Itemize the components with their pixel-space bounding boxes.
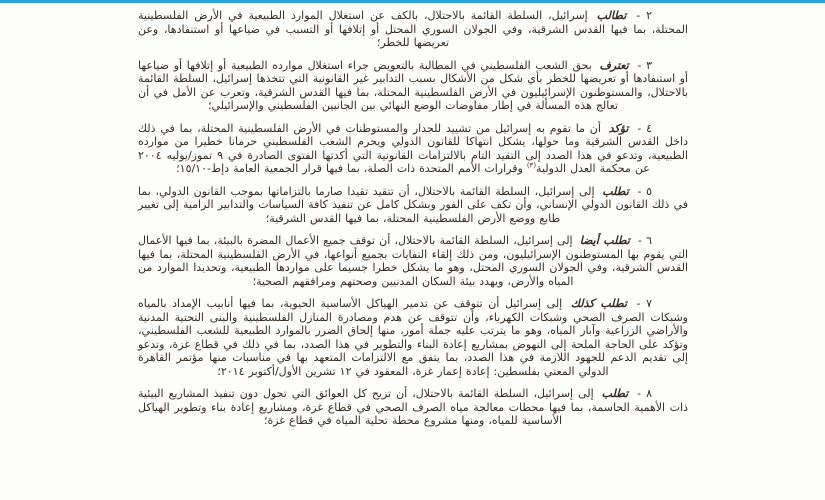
paragraph-text: إسرائيل، السلطة القائمة بالاحتلال، بالكف عن استغلال الموارد الطبيعية في الأرض الفلسطينية المحتلة، بما فيها القدس الشرقية، وفي الجولان السوري المحتل أو إتلافها أو التسبب في ضياعها أو استنفادها، وعن تعريضها للخطر؛ <box>138 9 688 49</box>
paragraph-keyword: تعترف <box>599 58 629 72</box>
paragraph-number: ٦ - <box>637 234 653 247</box>
paragraph-number: ٤ - <box>637 121 653 135</box>
resolution-paragraph-8 <box>138 387 688 428</box>
paragraph-keyword: تطالب <box>596 9 627 22</box>
paragraph-text: إلى إسرائيل أن تتوقف عن تدمير الهياكل الأساسية الحيوية، بما فيها أنابيب الإمداد بالمياه وشبكات الصرف الصحي وشبكات الكهرباء، وأن تتوقف عن هدم ومصادرة المنازل الفلسطينية والبنى التحتية المدنية والأراضي الزراعية وآبار المياه، وهو ما يترتب عليه جملة أمور، منها إلحاق الضرر بالموارد الطبيعية للشعب الفلسطيني، وتؤكد على الحاجة الملحة إلى النهوض بمشاريع إعادة البناء والتطوير في هذا الصدد، بما في ذلك في قطاع غزة، وتدعو إلى تقديم الدعم للجهود اللازمة في هذا الصدد، بما يتفق مع الالتزامات المتعهد بها في مناسبات منها مؤتمر القاهرة الدولي المعني بفلسطين: إعادة إعمار غزة، المعقود في ١٢ تشرين الأول/أكتوبر ٢٠١٤؛ <box>138 297 688 378</box>
paragraph-number: ٨ - <box>637 387 653 400</box>
resolution-paragraph-6 <box>138 234 688 288</box>
paragraph-text: بحق الشعب الفلسطيني في المطالبة بالتعويض جراء استغلال موارده الطبيعية أو إتلافها أو ضياعها أو استنفادها أو تعريضها للخطر بأي شكل من الأشكال بسبب التدابير غير القانونية التي تتخذها إسرائيل، السلطة القائمة بالاحتلال، والمستوطنون الإسرائيليون في الأرض الفلسطينية المحتلة، بما فيها القدس الشرقية، وتعرب عن الأمل في أن تعالج هذه المسألة في إطار مفاوضات الوضع النهائي بين الجانبين الفلسطيني والإسرائيلي؛ <box>138 58 688 112</box>
document-page <box>0 3 825 500</box>
paragraph-number: ٣ - <box>637 58 652 72</box>
paragraph-keyword: تطلب كذلك <box>570 297 627 310</box>
resolution-paragraph-7 <box>138 297 688 378</box>
paragraph-text: إلى إسرائيل، السلطة القائمة بالاحتلال، أن تزيح كل العوائق التي تحول دون تنفيذ المشاريع البيئية ذات الأهمية الحاسمة، بما فيها محطات معالجة مياه الصرف الصحي في قطاع غزة، ومشاريع إعادة بناء وتطوير الهياكل الأساسية للمياه، ومنها مشروع محطة تحلية المياه في قطاع غزة؛ <box>138 387 688 427</box>
paragraph-text-continued: وقرارات الأمم المتحدة ذات الصلة، بما فيها قرار الجمعية العامة دإط-١٥/١٠؛ <box>176 162 523 175</box>
paragraph-keyword: تطلب أيضا <box>579 234 630 247</box>
paragraph-number: ٧ - <box>636 297 652 310</box>
footnote-reference: (٣) <box>526 161 537 170</box>
paragraph-text: إلى إسرائيل، السلطة القائمة بالاحتلال، أن تتقيد تقيدا صارما بالتزاماتها بموجب القانون الدولي، بما في ذلك القانون الدولي الإنساني، وأن تكف على الفور وبشكل كامل عن تنفيذ كافة السياسات والتدابير الرامية إلى تغيير طابع ووضع الأرض الفلسطينية المحتلة، بما فيها القدس الشرقية؛ <box>138 184 688 225</box>
resolution-paragraph-4 <box>138 122 688 176</box>
paragraph-keyword: تطلب <box>601 387 629 400</box>
paragraph-keyword: تؤكد <box>608 121 629 135</box>
paragraph-text: إلى إسرائيل، السلطة القائمة بالاحتلال، أن توقف جميع الأعمال المضرة بالبيئة، بما فيها الأعمال التي يقوم بها المستوطنون الإسرائيليون، ومن ذلك إلقاء النفايات بجميع أنواعها، في الأرض الفلسطينية المحتلة، بما فيها القدس الشرقية، وفي الجولان السوري المحتل، وهو ما يشكل خطرا جسيما على مواردها الطبيعية، وتحديدا الموارد من المياه والأرض، ويهدد بيئة السكان المدنيين وصحتهم ومرافقهم الصحية؛ <box>138 234 688 288</box>
resolution-text-column <box>138 9 688 437</box>
paragraph-text: أن ما تقوم به إسرائيل من تشييد للجدار والمستوطنات في الأرض الفلسطينية المحتلة، بما في ذلك داخل القدس الشرقية وما حولها، يشكل انتهاكا للقانون الدولي ويحرم الشعب الفلسطيني حرمانا خطيرا من موارده الطبيعية، وتدعو في هذا الصدد إلى التقيد التام بالالتزامات القانونية التي أكدتها الفتوى الصادرة في ٩ تموز/يوليه ٢٠٠٤ عن محكمة العدل الدولية <box>138 121 689 175</box>
resolution-paragraph-5 <box>138 185 688 226</box>
paragraph-number: ٢ - <box>636 9 653 22</box>
paragraph-number: ٥ - <box>637 184 652 198</box>
resolution-paragraph-2 <box>138 9 688 50</box>
resolution-paragraph-3 <box>138 59 688 113</box>
paragraph-keyword: تطلب <box>602 184 629 198</box>
